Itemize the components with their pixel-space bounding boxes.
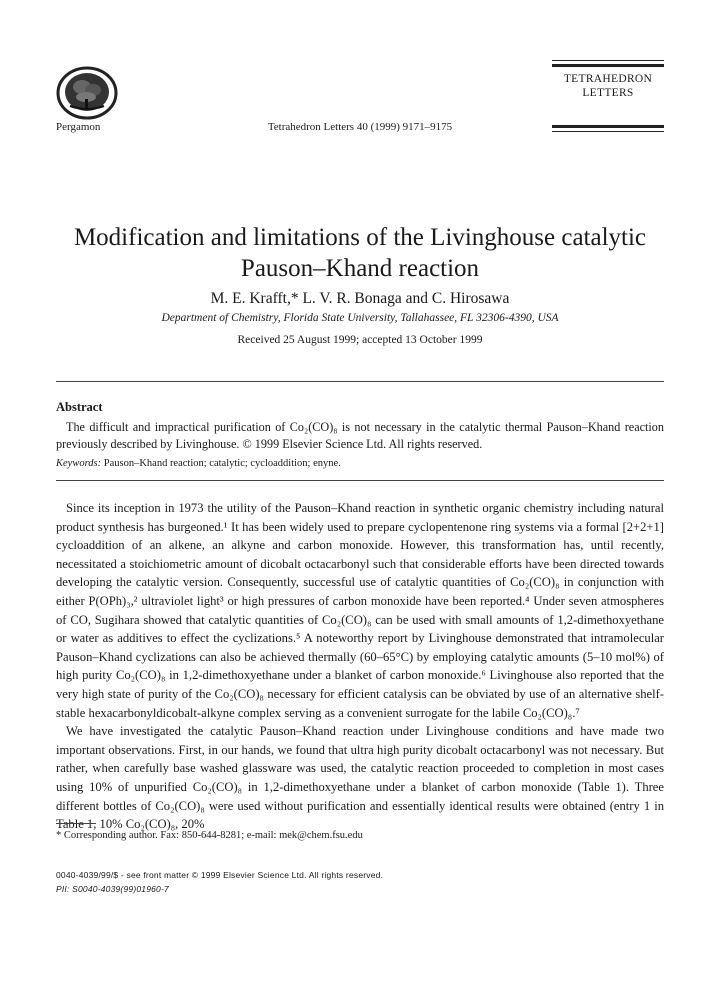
journal-name-line1: TETRAHEDRON [563, 73, 653, 85]
journal-name [552, 72, 664, 100]
journal-rule-bottom-thick [552, 125, 664, 128]
keywords-list: Pauson–Khand reaction; catalytic; cycloaddition; enyne. [103, 458, 341, 469]
abstract-text: The difficult and impractical purification of Co₂(CO)₈ is not necessary in the catalytic thermal Pauson–Khand reaction previously described by Livinghouse. © 1999 Elsevier Science Ltd. All rights reserved. [56, 420, 664, 451]
publisher-name: Pergamon [56, 121, 101, 133]
abstract-body [56, 419, 664, 453]
front-matter [56, 868, 383, 896]
abstract-bottom-rule [56, 480, 664, 481]
journal-citation: Tetrahedron Letters 40 (1999) 9171–9175 [267, 121, 453, 133]
article-title [0, 222, 720, 284]
journal-rule-top-thick [552, 64, 664, 67]
body-text [56, 499, 664, 834]
body-paragraph-2: We have investigated the catalytic Pauson–Khand reaction under Livinghouse conditions and have made two important observations. First, in our hands, we found that ultra high purity dicobalt octacarbonyl was not necessary. But rather, when carefully base washed glassware was used, the catalytic reaction proceeded to completion in most cases using 10% of unpurified Co₂(CO)₈ in 1,2-dimethoxyethane under a blanket of carbon monoxide (Table 1). Three different bottles of Co₂(CO)₈ were used without purification and essentially identical results were obtained (entry 1 in Table 1, 10% Co₂(CO)₈, 20% [56, 724, 664, 832]
keywords [56, 458, 341, 469]
footnote-rule [56, 823, 96, 824]
authors: M. E. Krafft,* L. V. R. Bonaga and C. Hirosawa [210, 290, 510, 307]
abstract-heading: Abstract [56, 400, 103, 414]
corresponding-author-footnote: * Corresponding author. Fax: 850-644-8281; e-mail: mek@chem.fsu.edu [56, 830, 363, 841]
keywords-label: Keywords: [56, 458, 102, 469]
front-matter-pii: PII: S0040-4039(99)01960-7 [56, 884, 169, 894]
article-title-line2: Pauson–Khand reaction [240, 255, 480, 282]
publisher-logo [56, 66, 118, 120]
journal-rule-top [552, 60, 664, 61]
front-matter-line1: 0040-4039/99/$ - see front matter © 1999 Elsevier Science Ltd. All rights reserved. [56, 870, 384, 880]
received-dates: Received 25 August 1999; accepted 13 October 1999 [237, 334, 483, 346]
body-paragraph-1: Since its inception in 1973 the utility of the Pauson–Khand reaction in synthetic organic chemistry including natural product synthesis has burgeoned.¹ It has been widely used to prepare cyclopentenone ring systems via a formal [2+2+1] cycloaddition of an alkene, an alkyne and carbon monoxide. However, this transformation has, until recently, necessitated a stoichiometric amount of dicobalt octacarbonyl such that considerable efforts have been directed towards developing the catalytic version. Consequently, successful use of catalytic quantities of Co₂(CO)₈ in conjunction with either P(OPh)₃,² ultraviolet light³ or high pressures of carbon monoxide have been reported.⁴ Under seven atmospheres of CO, Sugihara showed that catalytic quantities of Co₂(CO)₈ can be used with small amounts of 1,2-dimethoxyethane or water as additives to effect the cyclizations.⁵ A noteworthy report by Livinghouse demonstrated that intramolecular Pauson–Khand cyclizations can also be achieved thermally (60–65°C) by employing catalytic amounts (5–10 mol%) of high purity Co₂(CO)₈ in 1,2-dimethoxyethane under a blanket of carbon monoxide.⁶ Livinghouse also reported that the very high state of purity of the Co₂(CO)₈ necessary for efficient catalysis can be obviated by use of an alternative shelf-stable hexacarbonyldicobalt-alkyne complex serving as a convenient surrogate for the labile Co₂(CO)₈.⁷ [56, 501, 664, 720]
affiliation: Department of Chemistry, Florida State University, Tallahassee, FL 32306-4390, USA [161, 312, 559, 324]
journal-name-line2: LETTERS [582, 87, 634, 99]
abstract-top-rule [56, 381, 664, 382]
article-title-line1: Modification and limitations of the Livinghouse catalytic [73, 224, 647, 251]
journal-rule-bottom [552, 131, 664, 132]
